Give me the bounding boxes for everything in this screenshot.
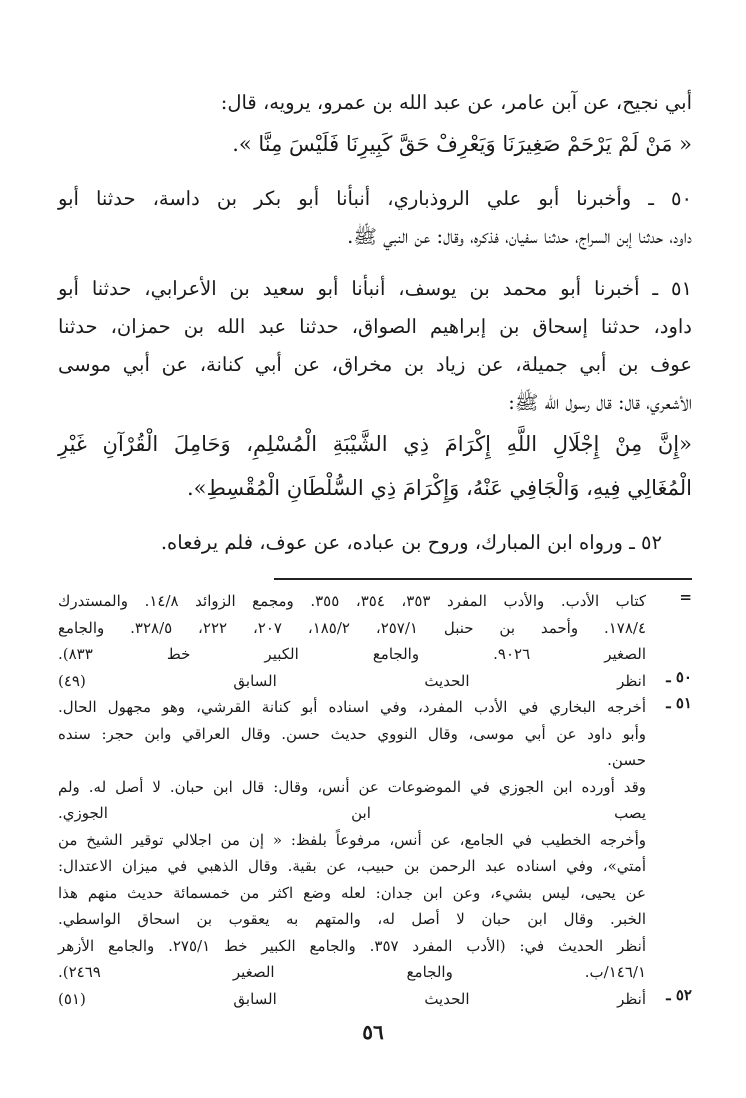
- footnotes: [58, 588, 692, 1012]
- footnote-mark: ٥٠ ـ: [666, 667, 692, 686]
- footnote-line: أنظر الحديث السابق (٥١): [58, 989, 646, 1008]
- footnote-line: كتاب الأدب. والأدب المفرد ٣٥٣، ٣٥٤، ٣٥٥. ومجمع الزوائد ١٤/٨. والمستدرك: [58, 592, 647, 610]
- footnote-line: وقد أورده ابن الجوزي في الموضوعات عن أنس، وقال: قال ابن حبان. لا أصل له. ولم: [58, 777, 646, 796]
- hadith-quote: [58, 422, 692, 510]
- text-line: عوف بن أبي جميلة، عن زياد بن مخراق، عن أبي كنانة، عن أبي موسى: [58, 353, 692, 376]
- footnote-line: عن يحيى، ليس بشيء، وعن ابن جدان: لعله وضع اكثر من خمسمائة حديث منهم هذا: [58, 883, 646, 902]
- text-line: داود، حدثنا إبن السراج، حدثنا سفيان، فذكره، وقال: عن النبي ﷺ.: [347, 225, 692, 248]
- footnote-mark: ٥٢ ـ: [666, 985, 692, 1004]
- footnote-line: ١٧٨/٤. وأحمد بن حنبل ٢٥٧/١، ١٨٥/٢، ٢٠٧، ٢٢٢، ٣٢٨/٥. والجامع: [58, 618, 647, 637]
- text-line: ٥٠ ـ وأخبرنا أبو علي الروذباري، أنبأنا أبو بكر بن داسة، حدثنا أبو: [58, 187, 692, 210]
- main-text: [58, 84, 692, 562]
- footnote-line: ١٤٦/١/ب. والجامع الصغير ٢٤٦٩).: [58, 963, 646, 981]
- text-line: ٥١ ـ أخبرنا أبو محمد بن يوسف، أنبأنا أبو سعيد بن الأعرابي، حدثنا أبو: [58, 277, 692, 300]
- footnote-line: وأبو داود عن أبي موسى، وقال النووي حديث حسن. وقال العراقي وابن حجر: سنده: [58, 724, 646, 743]
- footnote-mark: =: [679, 588, 692, 606]
- paragraph-52: ٥٢ ـ ورواه ابن المبارك، وروح بن عباده، عن عوف، فلم يرفعاه.: [160, 531, 662, 554]
- footnote-line: انظر الحديث السابق (٤٩): [58, 671, 646, 690]
- footnote-line: أنظر الحديث في: (الأدب المفرد ٣٥٧. والجامع الكبير خط ٢٧٥/١. والجامع الأزهر: [58, 936, 646, 955]
- footnote-mark: ٥١ ـ: [666, 694, 692, 712]
- paragraph-51: [58, 270, 692, 422]
- text-line: أبي نجيح، عن آبن عامر، عن عبد الله بن عمرو، يرويه، قال:: [220, 91, 692, 114]
- paragraph-50: [58, 180, 692, 256]
- footnote-line: أخرجه البخاري في الأدب المفرد، وفي اسناده أبو كنانة القرشي، وهو مجهول الحال.: [58, 698, 646, 716]
- footnote-52: [58, 986, 692, 1013]
- footnote-line: الخبر. وقال ابن حبان لا أصل له، والمتهم به يعقوب بن اسحاق الواسطي.: [58, 910, 646, 928]
- footnote-line: أمتي»، وفي اسناده عبد الرحمن بن حبيب، عن بقية. وقال الذهبي في ميزان الاعتدال:: [58, 857, 646, 875]
- hadith-line: « مَنْ لَمْ يَرْحَمْ صَغِيرَنَا وَيَعْرِفْ حَقَّ كَبِيرِنَا فَلَيْسَ مِنَّا ».: [232, 132, 692, 156]
- footnote-continued: [58, 588, 692, 668]
- text-line: داود، حدثنا إسحاق بن إبراهيم الصواق، حدثنا عبد الله بن حمزان، حدثنا: [58, 315, 692, 338]
- footnote-divider: [274, 578, 692, 580]
- hadith-line: «إِنَّ مِنْ إِجْلَالِ اللَّهِ إِكْرَامَ ذِي الشَّيْبَةِ الْمُسْلِمِ، وَحَامِلَ الْقُرْآنِ غَيْرِ: [58, 432, 692, 456]
- footnote-line: حسن.: [607, 751, 646, 769]
- footnote-line: وأخرجه الخطيب في الجامع، عن أنس، مرفوعاً بلفظ: « إن من اجلالي توقير الشيخ من: [58, 830, 646, 849]
- hadith-line: الْمُغَالِي فِيهِ، وَالْجَافِي عَنْهُ، وَإِكْرَامَ ذِي السُّلْطَانِ الْمُقْسِطِ».: [186, 476, 692, 500]
- footnote-51: [58, 694, 692, 986]
- text-line: الأشعري، قال: قال رسول الله ﷺ:: [508, 391, 692, 414]
- footnote-50: [58, 668, 692, 695]
- footnote-line: الصغير ٩٠٢٦. والجامع الكبير خط ٨٣٣).: [58, 645, 646, 663]
- footnote-line: يصب ابن الجوزي.: [58, 804, 646, 822]
- page-number: ٥٦: [362, 1020, 384, 1044]
- hadith-quote: [58, 122, 692, 166]
